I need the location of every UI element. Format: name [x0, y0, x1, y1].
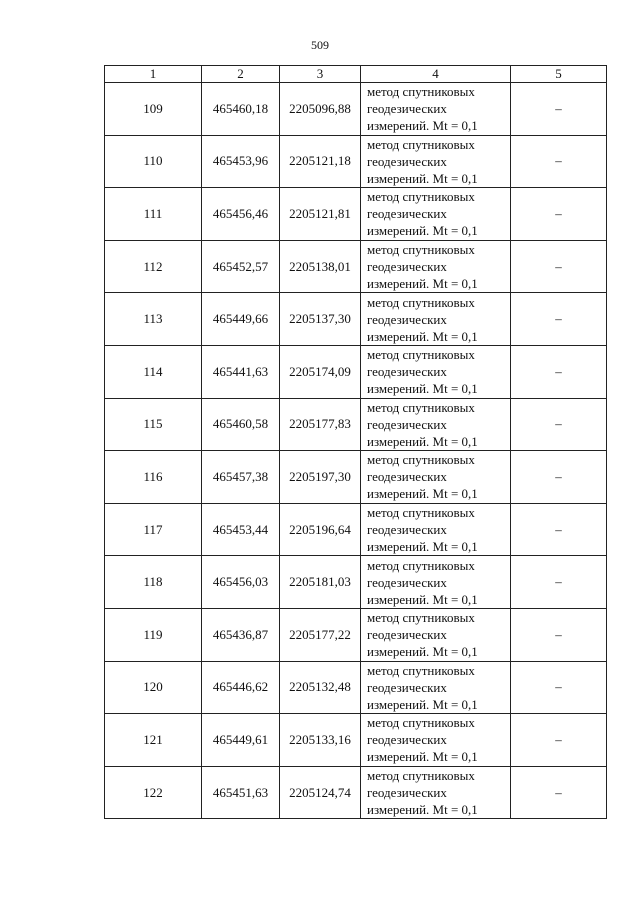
column-5-cell: – — [511, 661, 607, 714]
point-number-cell: 115 — [105, 398, 202, 451]
table-row — [105, 240, 607, 293]
method-cell — [361, 293, 511, 346]
method-cell — [361, 83, 511, 136]
method-cell — [361, 608, 511, 661]
table-row — [105, 398, 607, 451]
x-coordinate-cell: 465453,44 — [202, 503, 280, 556]
column-5-cell: – — [511, 293, 607, 346]
y-coordinate-cell: 2205096,88 — [280, 83, 361, 136]
point-number-cell: 113 — [105, 293, 202, 346]
column-5-cell: – — [511, 608, 607, 661]
point-number-cell: 122 — [105, 766, 202, 819]
method-cell — [361, 556, 511, 609]
method-text-line: метод спутниковых — [367, 189, 475, 205]
method-text-line: измерений. Mt = 0,1 — [367, 433, 478, 449]
method-text-line: метод спутниковых — [367, 294, 475, 310]
y-coordinate-cell: 2205132,48 — [280, 661, 361, 714]
method-text-line: геодезических — [367, 732, 447, 748]
method-text-line: метод спутниковых — [367, 84, 475, 100]
method-text-line: геодезических — [367, 101, 447, 117]
point-number-cell: 120 — [105, 661, 202, 714]
x-coordinate-cell: 465456,03 — [202, 556, 280, 609]
method-text-line: измерений. Mt = 0,1 — [367, 696, 478, 712]
method-text-line: метод спутниковых — [367, 715, 475, 731]
method-text-line: измерений. Mt = 0,1 — [367, 381, 478, 397]
x-coordinate-cell: 465449,61 — [202, 714, 280, 767]
header-row — [105, 66, 607, 83]
point-number-cell: 118 — [105, 556, 202, 609]
point-number-cell: 112 — [105, 240, 202, 293]
header-col-2: 2 — [202, 66, 280, 83]
x-coordinate-cell: 465456,46 — [202, 188, 280, 241]
y-coordinate-cell: 2205197,30 — [280, 451, 361, 504]
point-number-cell: 109 — [105, 83, 202, 136]
header-col-5: 5 — [511, 66, 607, 83]
point-number-cell: 111 — [105, 188, 202, 241]
method-text-line: геодезических — [367, 416, 447, 432]
y-coordinate-cell: 2205174,09 — [280, 345, 361, 398]
method-cell — [361, 135, 511, 188]
method-text-line: метод спутниковых — [367, 399, 475, 415]
coordinates-table — [104, 65, 607, 819]
column-5-cell: – — [511, 714, 607, 767]
method-text-line: метод спутниковых — [367, 505, 475, 521]
method-text-line: измерений. Mt = 0,1 — [367, 118, 478, 134]
method-text-line: геодезических — [367, 469, 447, 485]
method-text-line: метод спутниковых — [367, 136, 475, 152]
column-5-cell: – — [511, 83, 607, 136]
method-text-line: метод спутниковых — [367, 347, 475, 363]
header-col-1: 1 — [105, 66, 202, 83]
y-coordinate-cell: 2205181,03 — [280, 556, 361, 609]
method-text-line: измерений. Mt = 0,1 — [367, 170, 478, 186]
table-row — [105, 661, 607, 714]
table-row — [105, 345, 607, 398]
x-coordinate-cell: 465457,38 — [202, 451, 280, 504]
x-coordinate-cell: 465460,18 — [202, 83, 280, 136]
method-text-line: геодезических — [367, 574, 447, 590]
table-row — [105, 451, 607, 504]
y-coordinate-cell: 2205138,01 — [280, 240, 361, 293]
y-coordinate-cell: 2205124,74 — [280, 766, 361, 819]
table-row — [105, 135, 607, 188]
method-text-line: измерений. Mt = 0,1 — [367, 591, 478, 607]
table-row — [105, 608, 607, 661]
table-row — [105, 503, 607, 556]
column-5-cell: – — [511, 135, 607, 188]
method-cell — [361, 714, 511, 767]
x-coordinate-cell: 465452,57 — [202, 240, 280, 293]
page-number: 509 — [311, 38, 329, 52]
column-5-cell: – — [511, 398, 607, 451]
method-text-line: геодезических — [367, 522, 447, 538]
method-cell — [361, 188, 511, 241]
method-text-line: метод спутниковых — [367, 557, 475, 573]
table-body — [105, 83, 607, 819]
y-coordinate-cell: 2205196,64 — [280, 503, 361, 556]
header-col-3: 3 — [280, 66, 361, 83]
column-5-cell: – — [511, 556, 607, 609]
column-5-cell: – — [511, 766, 607, 819]
header-col-4: 4 — [361, 66, 511, 83]
method-text-line: геодезических — [367, 311, 447, 327]
method-cell — [361, 451, 511, 504]
column-5-cell: – — [511, 503, 607, 556]
point-number-cell: 117 — [105, 503, 202, 556]
method-text-line: метод спутниковых — [367, 242, 475, 258]
point-number-cell: 114 — [105, 345, 202, 398]
table-row — [105, 714, 607, 767]
method-cell — [361, 766, 511, 819]
x-coordinate-cell: 465441,63 — [202, 345, 280, 398]
method-text-line: геодезических — [367, 153, 447, 169]
y-coordinate-cell: 2205177,22 — [280, 608, 361, 661]
method-text-line: геодезических — [367, 364, 447, 380]
method-cell — [361, 398, 511, 451]
x-coordinate-cell: 465453,96 — [202, 135, 280, 188]
method-text-line: измерений. Mt = 0,1 — [367, 802, 478, 818]
method-text-line: измерений. Mt = 0,1 — [367, 486, 478, 502]
method-text-line: метод спутниковых — [367, 768, 475, 784]
point-number-cell: 121 — [105, 714, 202, 767]
y-coordinate-cell: 2205137,30 — [280, 293, 361, 346]
point-number-cell: 116 — [105, 451, 202, 504]
method-text-line: геодезических — [367, 627, 447, 643]
x-coordinate-cell: 465449,66 — [202, 293, 280, 346]
method-cell — [361, 503, 511, 556]
table-row — [105, 556, 607, 609]
method-text-line: геодезических — [367, 679, 447, 695]
method-text-line: геодезических — [367, 259, 447, 275]
y-coordinate-cell: 2205133,16 — [280, 714, 361, 767]
method-text-line: геодезических — [367, 785, 447, 801]
table-row — [105, 293, 607, 346]
x-coordinate-cell: 465446,62 — [202, 661, 280, 714]
method-text-line: метод спутниковых — [367, 452, 475, 468]
y-coordinate-cell: 2205121,18 — [280, 135, 361, 188]
table-row — [105, 766, 607, 819]
x-coordinate-cell: 465436,87 — [202, 608, 280, 661]
table-row — [105, 83, 607, 136]
method-text-line: измерений. Mt = 0,1 — [367, 328, 478, 344]
method-text-line: геодезических — [367, 206, 447, 222]
column-5-cell: – — [511, 345, 607, 398]
method-cell — [361, 661, 511, 714]
method-text-line: метод спутниковых — [367, 610, 475, 626]
method-text-line: метод спутниковых — [367, 662, 475, 678]
point-number-cell: 110 — [105, 135, 202, 188]
method-cell — [361, 345, 511, 398]
point-number-cell: 119 — [105, 608, 202, 661]
method-cell — [361, 240, 511, 293]
table-row — [105, 188, 607, 241]
method-text-line: измерений. Mt = 0,1 — [367, 749, 478, 765]
column-5-cell: – — [511, 188, 607, 241]
x-coordinate-cell: 465460,58 — [202, 398, 280, 451]
method-text-line: измерений. Mt = 0,1 — [367, 276, 478, 292]
y-coordinate-cell: 2205177,83 — [280, 398, 361, 451]
method-text-line: измерений. Mt = 0,1 — [367, 223, 478, 239]
y-coordinate-cell: 2205121,81 — [280, 188, 361, 241]
column-5-cell: – — [511, 240, 607, 293]
method-text-line: измерений. Mt = 0,1 — [367, 539, 478, 555]
x-coordinate-cell: 465451,63 — [202, 766, 280, 819]
method-text-line: измерений. Mt = 0,1 — [367, 644, 478, 660]
column-5-cell: – — [511, 451, 607, 504]
